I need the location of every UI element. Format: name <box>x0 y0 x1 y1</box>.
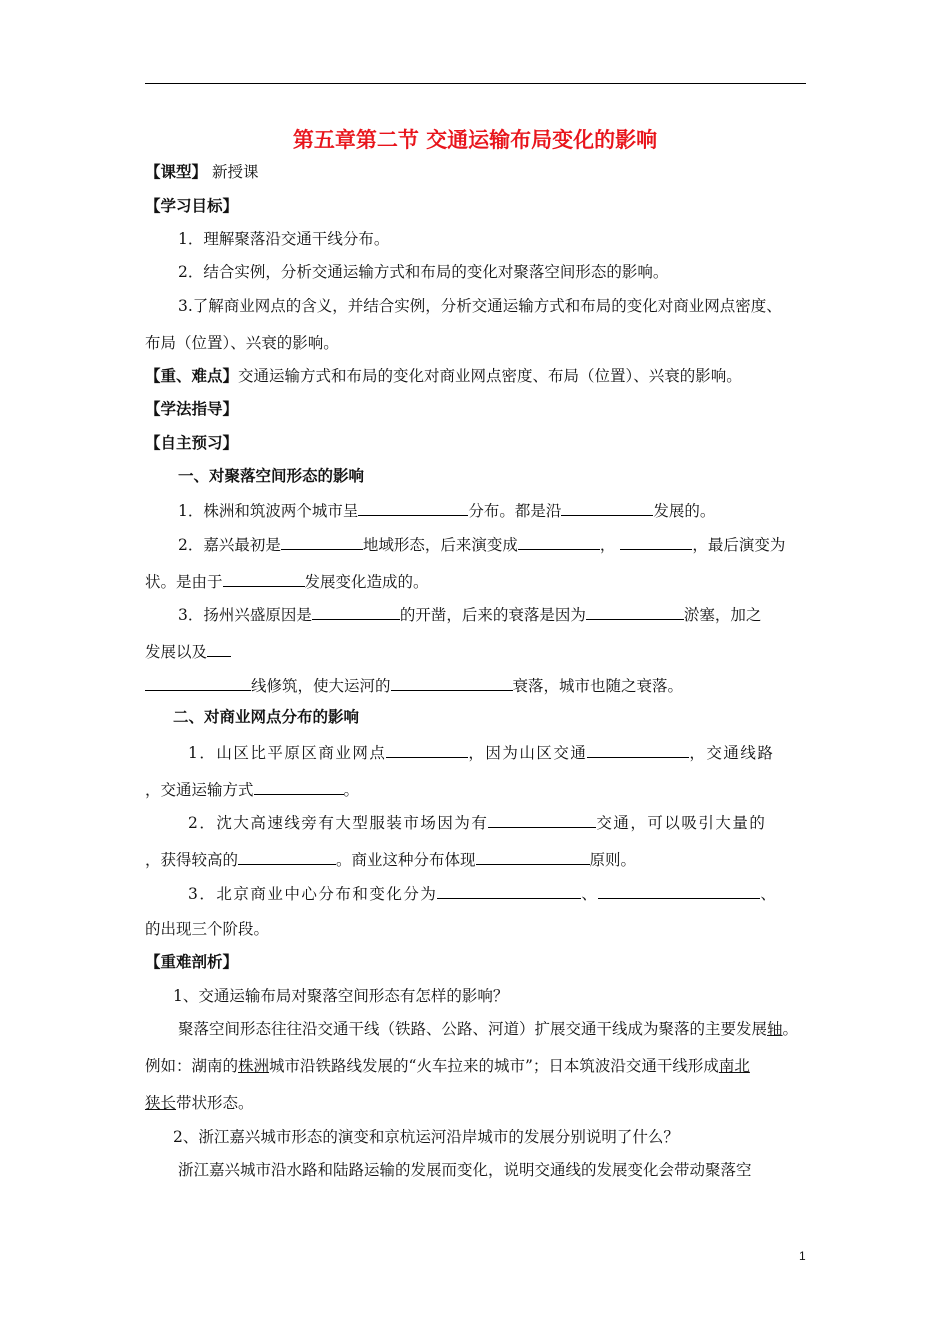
question <box>178 602 761 624</box>
text: 发展的。 <box>653 502 716 520</box>
blank[interactable] <box>598 881 760 899</box>
page-number: 1 <box>799 1249 806 1263</box>
blank[interactable] <box>207 639 231 657</box>
text: 1．株洲和筑波两个城市呈 <box>178 502 359 520</box>
analysis-answer <box>145 1055 750 1077</box>
text: ，获得较高的 <box>145 851 239 869</box>
blank[interactable] <box>620 532 692 550</box>
blank[interactable] <box>561 498 653 516</box>
analysis-answer <box>145 1092 254 1114</box>
blank[interactable] <box>238 847 336 865</box>
text: 、 <box>581 885 599 903</box>
question-cont <box>145 673 683 695</box>
question-cont <box>145 569 429 591</box>
blank[interactable] <box>518 532 600 550</box>
text: 。 <box>343 781 360 799</box>
question <box>178 498 715 520</box>
text: ， <box>599 536 616 554</box>
text: 状。是由于 <box>145 573 223 591</box>
text: 2．沈大高速线旁有大型服装市场因为有 <box>188 814 489 832</box>
underlined-text: 株洲 <box>238 1057 270 1075</box>
text: ，交通线路 <box>689 744 775 762</box>
question <box>178 532 785 554</box>
blank[interactable] <box>386 740 468 758</box>
analysis-answer: 浙江嘉兴城市沿水路和陆路运输的发展而变化，说明交通线的发展变化会带动聚落空 <box>178 1161 752 1179</box>
text: ，最后演变为 <box>692 536 786 554</box>
lesson-type <box>145 161 258 183</box>
question <box>188 740 774 762</box>
text: ，因为山区交通 <box>468 744 588 762</box>
blank[interactable] <box>281 532 363 550</box>
blank[interactable] <box>223 569 305 587</box>
question <box>188 810 766 832</box>
blank[interactable] <box>437 881 581 899</box>
goal-item: 2．结合实例，分析交通运输方式和布局的变化对聚落空间形态的影响。 <box>178 263 669 281</box>
value: 新授课 <box>211 163 259 181</box>
text: 聚落空间形态往往沿交通干线（铁路、公路、河道）扩展交通干线成为聚落的主要发展 <box>178 1020 768 1038</box>
header-rule <box>145 83 806 84</box>
text: 3．扬州兴盛原因是 <box>178 606 312 624</box>
blank[interactable] <box>488 810 596 828</box>
section-heading: 一、对聚落空间形态的影响 <box>178 467 365 485</box>
blank[interactable] <box>587 740 689 758</box>
text: 。 <box>782 1020 799 1038</box>
analysis-question: 1、交通运输布局对聚落空间形态有怎样的影响？ <box>173 987 509 1005</box>
text: 发展变化造成的。 <box>304 573 429 591</box>
text: 例如：湖南的 <box>145 1057 239 1075</box>
question-cont <box>145 847 636 869</box>
text: 淤塞，加之 <box>683 606 762 624</box>
text: 。商业这种分布体现 <box>336 851 476 869</box>
text: 线修筑，使大运河的 <box>251 677 391 695</box>
goal-item: 1．理解聚落沿交通干线分布。 <box>178 230 390 248</box>
text: 城市沿铁路线发展的“火车拉来的城市”；日本筑波沿交通干线形成 <box>269 1057 719 1075</box>
goal-item: 布局（位置）、兴衰的影响。 <box>145 334 339 352</box>
text: 带状形态。 <box>176 1094 254 1112</box>
preview-heading: 【自主预习】 <box>145 434 239 452</box>
question-cont: 的出现三个阶段。 <box>145 920 270 938</box>
text: 3．北京商业中心分布和变化分为 <box>188 885 438 903</box>
text: 交通，可以吸引大量的 <box>596 814 767 832</box>
question-cont <box>145 639 231 661</box>
analysis-question: 2、浙江嘉兴城市形态的演变和京杭运河沿岸城市的发展分别说明了什么？ <box>173 1128 679 1146</box>
underlined-text: 狭长 <box>145 1094 177 1112</box>
text: 1．山区比平原区商业网点 <box>188 744 387 762</box>
value: 交通运输方式和布局的变化对商业网点密度、布局（位置）、兴衰的影响。 <box>238 367 742 385</box>
label: 【重、难点】 <box>145 367 239 385</box>
underlined-text: 轴 <box>767 1020 783 1038</box>
question-cont <box>145 777 359 799</box>
underlined-text: 南北 <box>718 1057 750 1075</box>
text: 2．嘉兴最初是 <box>178 536 281 554</box>
question <box>188 881 777 903</box>
text: 衰落，城市也随之衰落。 <box>512 677 684 695</box>
goals-heading: 【学习目标】 <box>145 197 239 215</box>
goal-item: 3.了解商业网点的含义，并结合实例，分析交通运输方式和布局的变化对商业网点密度、 <box>178 297 782 315</box>
section-heading: 二、对商业网点分布的影响 <box>173 708 360 726</box>
page-title: 第五章第二节 交通运输布局变化的影响 <box>292 128 658 152</box>
text: 原则。 <box>589 851 637 869</box>
text: 分布。都是沿 <box>468 502 562 520</box>
text: ，交通运输方式 <box>145 781 254 799</box>
analysis-answer <box>178 1018 798 1040</box>
method-heading: 【学法指导】 <box>145 400 239 418</box>
blank[interactable] <box>391 673 513 691</box>
text: 的开凿，后来的衰落是因为 <box>399 606 586 624</box>
key-points <box>145 365 742 387</box>
blank[interactable] <box>586 602 684 620</box>
blank[interactable] <box>254 777 344 795</box>
text: 发展以及 <box>145 643 208 661</box>
blank[interactable] <box>358 498 468 516</box>
blank[interactable] <box>145 673 251 691</box>
label: 【课型】 <box>145 163 208 181</box>
blank[interactable] <box>312 602 400 620</box>
blank[interactable] <box>476 847 590 865</box>
text: 、 <box>760 885 778 903</box>
text: 地域形态，后来演变成 <box>362 536 518 554</box>
analysis-heading: 【重难剖析】 <box>145 953 239 971</box>
